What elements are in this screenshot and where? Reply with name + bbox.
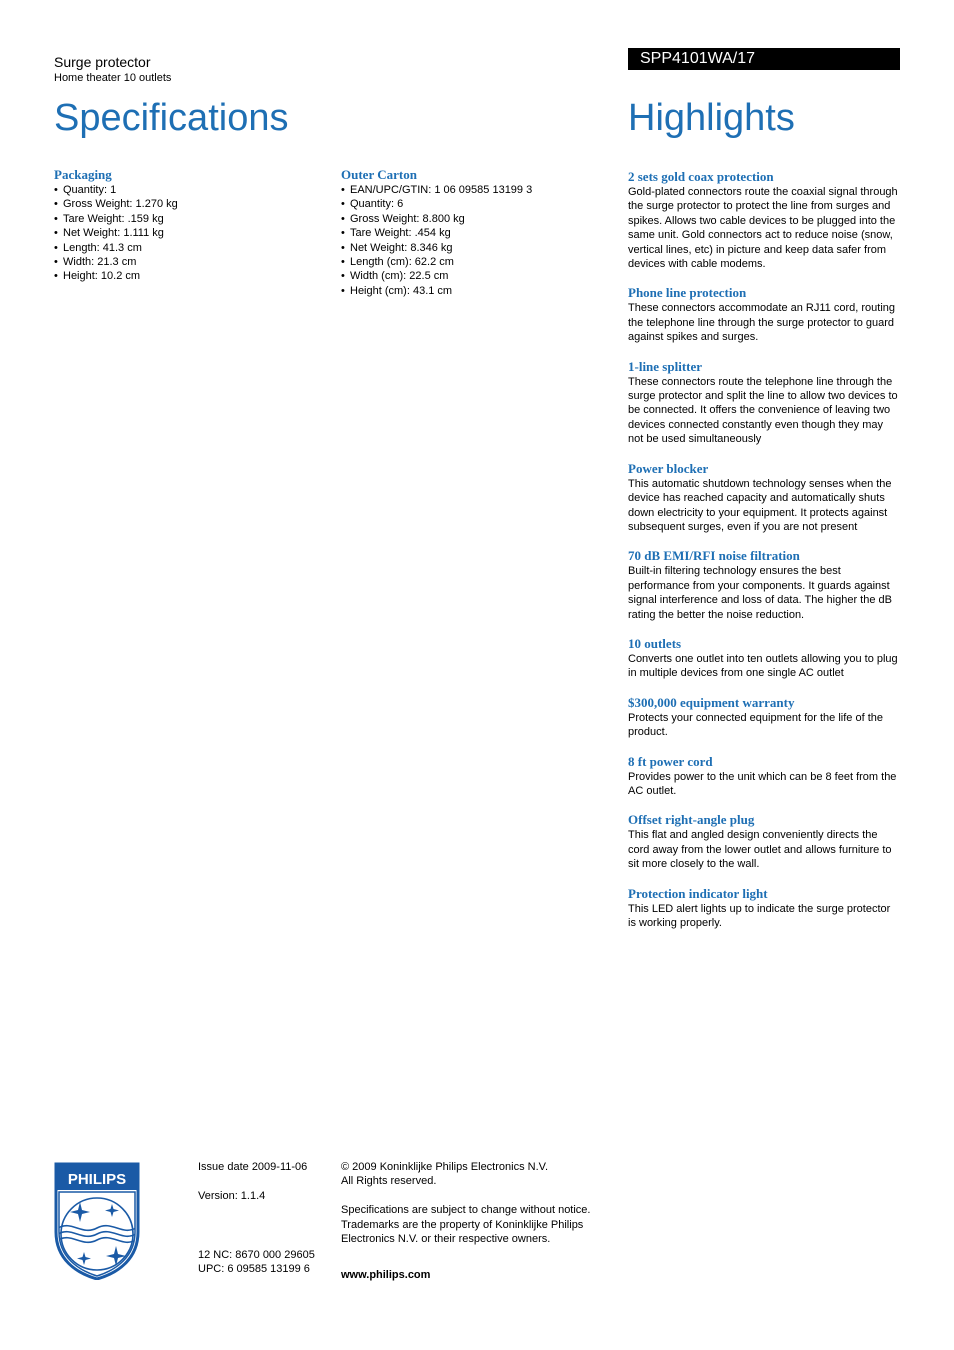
- spec-item: • Height: 10.2 cm: [54, 269, 324, 283]
- packaging-heading: Packaging: [54, 167, 112, 182]
- spec-item: • Gross Weight: 8.800 kg: [341, 212, 611, 226]
- outer-carton-heading: Outer Carton: [341, 167, 417, 182]
- highlight-title: Protection indicator light: [628, 885, 768, 901]
- highlight-title: 10 outlets: [628, 635, 682, 651]
- spec-item: • Net Weight: 8.346 kg: [341, 241, 611, 255]
- highlight-item: [628, 636, 900, 681]
- highlight-title: Power blocker: [628, 460, 709, 476]
- highlights-title: Highlights: [628, 97, 795, 139]
- highlight-item: [628, 461, 900, 535]
- highlight-item: [628, 359, 900, 447]
- spec-item: • Length (cm): 62.2 cm: [341, 255, 611, 269]
- issue-date: Issue date 2009-11-06: [198, 1161, 308, 1173]
- upc-code: UPC: 6 09585 13199 6: [198, 1263, 310, 1275]
- highlight-text: Protects your connected equipment for the life of the product.: [628, 711, 883, 739]
- specifications-title: Specifications: [54, 97, 289, 139]
- highlight-title: Offset right-angle plug: [628, 812, 755, 828]
- outer-carton-section: [341, 167, 611, 298]
- philips-shield-icon: [54, 1162, 140, 1280]
- model-number-bar: SPP4101WA/17: [628, 48, 900, 70]
- highlight-item: [628, 812, 900, 871]
- highlight-title: 70 dB EMI/RFI noise filtration: [628, 548, 800, 564]
- spec-item: • EAN/UPC/GTIN: 1 06 09585 13199 3: [341, 183, 611, 197]
- footer-legal: [341, 1160, 601, 1283]
- highlight-title: 8 ft power cord: [628, 753, 713, 769]
- spec-item: • Net Weight: 1.111 kg: [54, 226, 324, 240]
- highlight-text: These connectors route the telephone line through the surge protector and split the line to allow two devices to be connected. It offers the convenience of leaving two devices connected constantly even though they may not be used simultaneously: [628, 375, 898, 446]
- notice-line: Specifications are subject to change without notice.: [341, 1204, 591, 1217]
- outer-carton-list: [341, 183, 611, 298]
- highlight-text: Converts one outlet into ten outlets allowing you to plug in multiple devices from one single AC outlet: [628, 652, 898, 680]
- highlight-title: Phone line protection: [628, 285, 747, 301]
- product-type: Surge protector: [54, 54, 151, 70]
- highlight-text: This automatic shutdown technology senses when the device has reached capacity and automatically shuts down electricity to your equipment. It protects against subsequent surges, even if you are not present: [628, 477, 892, 533]
- footer-meta: [198, 1160, 338, 1276]
- highlight-text: Gold-plated connectors route the coaxial signal through the surge protector to protect the line from surges and spikes. Allows two cable devices to be plugged into the same unit. Gold connectors act to reduce noise (snow, vertical lines, etc) in picture and keep data safer from devices with cable modems.: [628, 186, 898, 271]
- copyright-line: © 2009 Koninklijke Philips Electronics N.V.: [341, 1161, 549, 1173]
- spec-item: • Height (cm): 43.1 cm: [341, 284, 611, 298]
- product-subtitle: Home theater 10 outlets: [54, 72, 172, 84]
- highlight-text: This LED alert lights up to indicate the surge protector is working properly.: [628, 902, 891, 929]
- notice-line: Electronics N.V. or their respective owners.: [341, 1233, 551, 1246]
- spec-item: • Quantity: 1: [54, 183, 324, 197]
- highlight-title: $300,000 equipment warranty: [628, 694, 795, 710]
- version: Version: 1.1.4: [198, 1189, 266, 1202]
- website-link[interactable]: www.philips.com: [341, 1269, 431, 1282]
- packaging-section: [54, 167, 324, 284]
- spec-item: • Tare Weight: .159 kg: [54, 212, 324, 226]
- highlight-item: [628, 285, 900, 344]
- logo-text: PHILIPS: [67, 1171, 127, 1188]
- highlight-text: These connectors accommodate an RJ11 cord, routing the telephone line through the surge protector to guard against spikes and surges.: [628, 302, 895, 344]
- spec-item: • Width (cm): 22.5 cm: [341, 269, 611, 283]
- spec-item: • Gross Weight: 1.270 kg: [54, 197, 324, 211]
- highlight-title: 2 sets gold coax protection: [628, 169, 774, 184]
- highlight-item: [628, 886, 900, 931]
- spec-item: • Length: 41.3 cm: [54, 241, 324, 255]
- highlight-text: This flat and angled design conveniently directs the cord away from the lower outlet and allows furniture to sit more closely to the wall.: [628, 829, 892, 871]
- highlight-text: Built-in filtering technology ensures the best performance from your components. It guards against signal interference and loss of data. The higher the dB rating the better the noise reduction.: [628, 565, 892, 621]
- copyright-line: All Rights reserved.: [341, 1175, 437, 1188]
- nc-code: 12 NC: 8670 000 29605: [198, 1248, 315, 1261]
- spec-item: • Width: 21.3 cm: [54, 255, 324, 269]
- spec-item: • Tare Weight: .454 kg: [341, 226, 611, 240]
- highlight-item: [628, 695, 900, 740]
- packaging-list: [54, 183, 324, 284]
- highlight-item: [628, 754, 900, 799]
- highlight-item: [628, 169, 900, 271]
- spec-item: • Quantity: 6: [341, 197, 611, 211]
- highlights-list: [628, 169, 900, 944]
- notice-line: Trademarks are the property of Koninklijke Philips: [341, 1218, 584, 1231]
- highlight-item: [628, 548, 900, 622]
- highlight-title: 1-line splitter: [628, 358, 703, 374]
- highlight-text: Provides power to the unit which can be 8 feet from the AC outlet.: [628, 770, 897, 797]
